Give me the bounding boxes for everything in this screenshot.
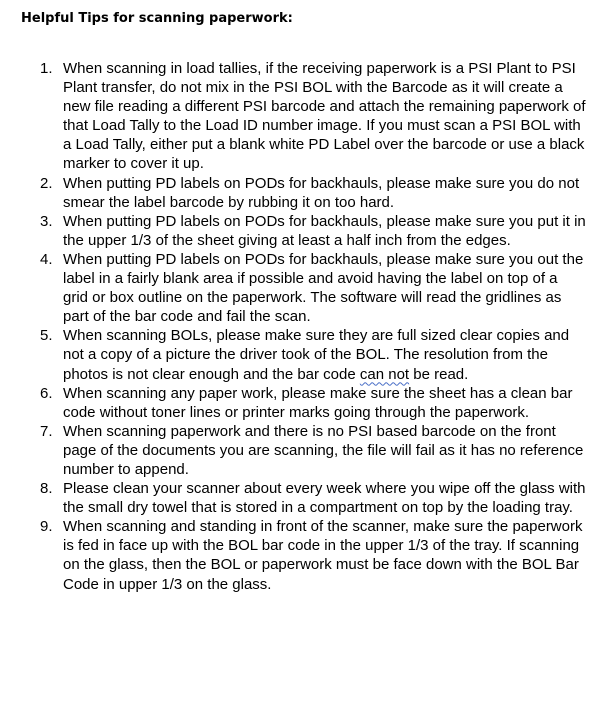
tip-number: 4.	[40, 250, 53, 268]
tip-text: Please clean your scanner about every week where you wipe off the glass with the small dry towel that is stored in a compartment on top by the loading tray.	[63, 480, 586, 517]
tip-number: 2.	[40, 174, 53, 192]
tip-text: When putting PD labels on PODs for backhauls, please make sure you put it in the upper 1/3 of the sheet giving at least a half inch from the edges.	[63, 212, 586, 249]
tip-text-start: When scanning BOLs, please make sure they are full sized clear copies and not a copy of a picture the driver took of the BOL. The resolution from the photos is not clear enough and the bar code	[63, 327, 570, 383]
tip-item-8	[40, 479, 586, 517]
tip-number: 8.	[40, 480, 53, 498]
tip-text: When scanning in load tallies, if the receiving paperwork is a PSI Plant to PSI Plant transfer, do not mix in the PSI BOL with the Barcode as it will create a new file reading a different PSI barcode and attach the remaining paperwork of that Load Tally to the Load ID number image. If you must scan a PSI BOL with a Load Tally, either put a blank white PD Label over the barcode or use a black marker to cover it up.	[63, 60, 586, 173]
tip-text-end: be read.	[409, 365, 469, 383]
tip-text: When putting PD labels on PODs for backhauls, please make sure you out the label in a fairly blank area if possible and avoid having the label on top of a grid or box outline on the paperwork. The software will read the gridlines as part of the bar code and fail the scan.	[63, 250, 584, 326]
spellcheck-flagged-text: can not	[359, 365, 410, 383]
tip-text: When putting PD labels on PODs for backhauls, please make sure you do not smear the label barcode by rubbing it on too hard.	[63, 174, 580, 211]
document-heading: Helpful Tips for scanning paperwork:	[21, 11, 293, 26]
tip-number: 5.	[40, 327, 53, 345]
tip-item-3	[40, 212, 586, 250]
tip-item-7	[40, 422, 586, 479]
tip-item-6	[40, 384, 586, 422]
tip-number: 6.	[40, 384, 53, 402]
tip-item-5	[40, 326, 586, 383]
tip-text: When scanning and standing in front of the scanner, make sure the paperwork is fed in face up with the BOL bar code in the upper 1/3 of the tray. If scanning on the glass, then the BOL or paperwork must be face down with the BOL Bar Code in upper 1/3 on the glass.	[63, 518, 583, 593]
tip-number: 9.	[40, 518, 53, 536]
tip-item-9	[40, 517, 586, 593]
tip-number: 1.	[40, 60, 53, 77]
tip-number: 7.	[40, 422, 53, 440]
tips-list	[40, 59, 586, 594]
tip-item-1	[40, 59, 586, 174]
tip-item-4	[40, 250, 586, 326]
tip-number: 3.	[40, 212, 53, 230]
tip-text: When scanning paperwork and there is no PSI based barcode on the front page of the documents you are scanning, the file will fail as it has no reference number to append.	[63, 422, 584, 478]
tip-text: When scanning any paper work, please make sure the sheet has a clean bar code without toner lines or printer marks going through the paperwork.	[63, 384, 573, 421]
tip-item-2	[40, 174, 586, 212]
tip-text	[63, 326, 586, 383]
